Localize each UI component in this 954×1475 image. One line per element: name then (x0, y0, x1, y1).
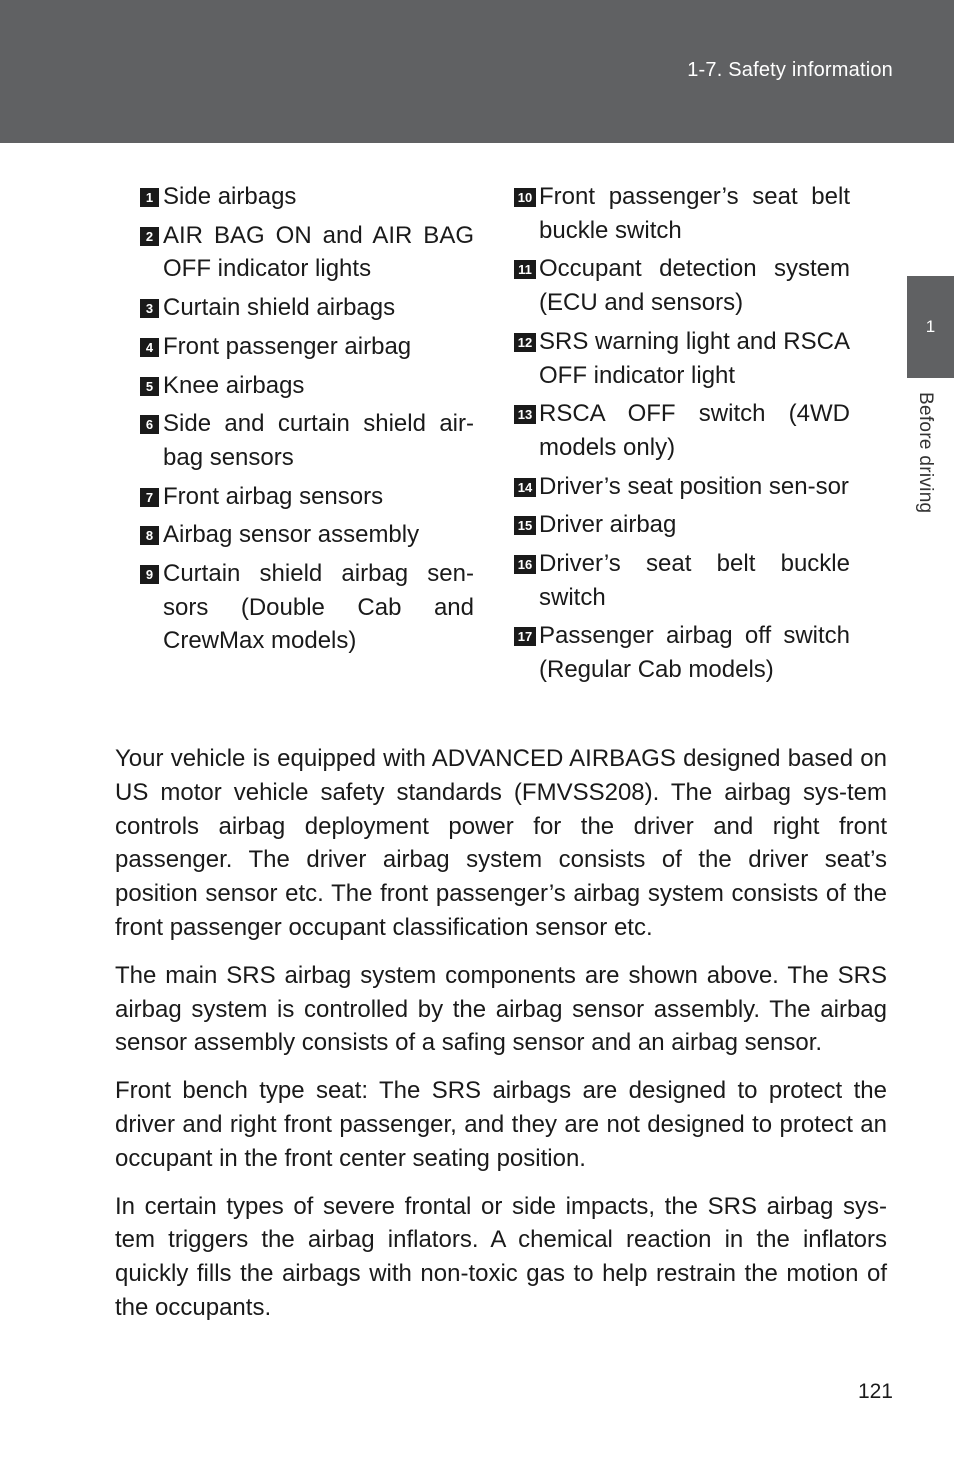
list-item (140, 180, 474, 214)
item-label: AIR BAG ON and AIR BAG OFF indicator lights (163, 221, 474, 283)
item-number-badge: 6 (140, 415, 159, 434)
page-header-band (0, 0, 954, 143)
item-label: SRS warning light and RSCA OFF indicator light (539, 327, 850, 389)
item-number-badge: 3 (140, 299, 159, 318)
item-number-badge: 5 (140, 377, 159, 396)
item-number-badge: 8 (140, 526, 159, 545)
item-label: Knee airbags (163, 371, 305, 399)
components-list-right (514, 180, 850, 692)
item-number-badge: 11 (514, 260, 536, 279)
list-item (140, 518, 474, 552)
list-item (514, 470, 850, 504)
list-item (514, 619, 850, 686)
item-number-badge: 9 (140, 565, 159, 584)
list-item (514, 547, 850, 614)
item-number-badge: 1 (140, 188, 159, 207)
chapter-label: Before driving (915, 392, 936, 514)
item-label: Front passenger’s seat belt buckle switch (539, 183, 850, 244)
body-text (115, 742, 887, 1339)
page-number: 121 (857, 1380, 893, 1403)
paragraph: The main SRS airbag system components are shown above. The SRS airbag system is controlled by the airbag sensor assembly. The airbag sensor assembly consists of a safing sensor and an airbag sensor. (115, 961, 887, 1057)
item-number-badge: 16 (514, 555, 536, 574)
section-title: 1-7. Safety information (687, 59, 893, 81)
list-item (514, 508, 850, 542)
item-number-badge: 14 (514, 478, 536, 497)
list-item (140, 219, 474, 286)
paragraph: Front bench type seat: The SRS airbags are designed to protect the driver and right front passenger, and they are not designed to protect an occupant in the front center seating position. (115, 1077, 887, 1172)
item-label: Driver’s seat position sen-sor (539, 472, 849, 500)
list-item (514, 252, 850, 319)
item-number-badge: 7 (140, 488, 159, 507)
list-item (514, 397, 850, 464)
item-label: Side and curtain shield air-bag sensors (163, 410, 474, 471)
list-item (140, 330, 474, 364)
item-label: Curtain shield airbags (163, 294, 396, 322)
components-list-left (140, 180, 474, 663)
item-label: Curtain shield airbag sen-sors (Double Cab and CrewMax models) (163, 560, 474, 655)
item-label: Airbag sensor assembly (163, 521, 420, 549)
chapter-number: 1 (925, 317, 936, 336)
item-label: Front airbag sensors (163, 482, 384, 510)
chapter-tab (907, 276, 954, 378)
item-label: Driver’s seat belt buckle switch (539, 550, 850, 611)
item-label: Side airbags (163, 183, 297, 210)
item-label: Occupant detection system (ECU and sensors) (539, 255, 850, 317)
item-number-badge: 10 (514, 188, 536, 207)
paragraph: In certain types of severe frontal or side impacts, the SRS airbag sys-tem triggers the airbag inflators. A chemical reaction in the inflators quickly fills the airbags with non-toxic gas to help restrain the motion of the occupants. (115, 1192, 887, 1321)
item-label: Passenger airbag off switch (Regular Cab models) (539, 622, 850, 684)
item-label: Driver airbag (539, 511, 677, 539)
item-number-badge: 13 (514, 405, 536, 424)
item-number-badge: 2 (140, 227, 159, 246)
list-item (514, 180, 850, 247)
list-item (514, 325, 850, 392)
list-item (140, 407, 474, 474)
list-item (140, 369, 474, 403)
item-number-badge: 17 (514, 627, 536, 646)
item-number-badge: 4 (140, 338, 159, 357)
list-item (140, 480, 474, 514)
list-item (140, 557, 474, 658)
list-item (140, 291, 474, 325)
item-number-badge: 12 (514, 333, 536, 352)
paragraph: Your vehicle is equipped with ADVANCED AIRBAGS designed based on US motor vehicle safety standards (FMVSS208). The airbag sys-tem controls airbag deployment power for the driver and right front passenger. The driver airbag system consists of the driver seat’s position sensor etc. The front passenger’s airbag system consists of the front passenger occupant classification sensor etc. (115, 745, 887, 941)
item-label: RSCA OFF switch (4WD models only) (539, 400, 850, 461)
item-label: Front passenger airbag (163, 332, 412, 360)
item-number-badge: 15 (514, 516, 536, 535)
